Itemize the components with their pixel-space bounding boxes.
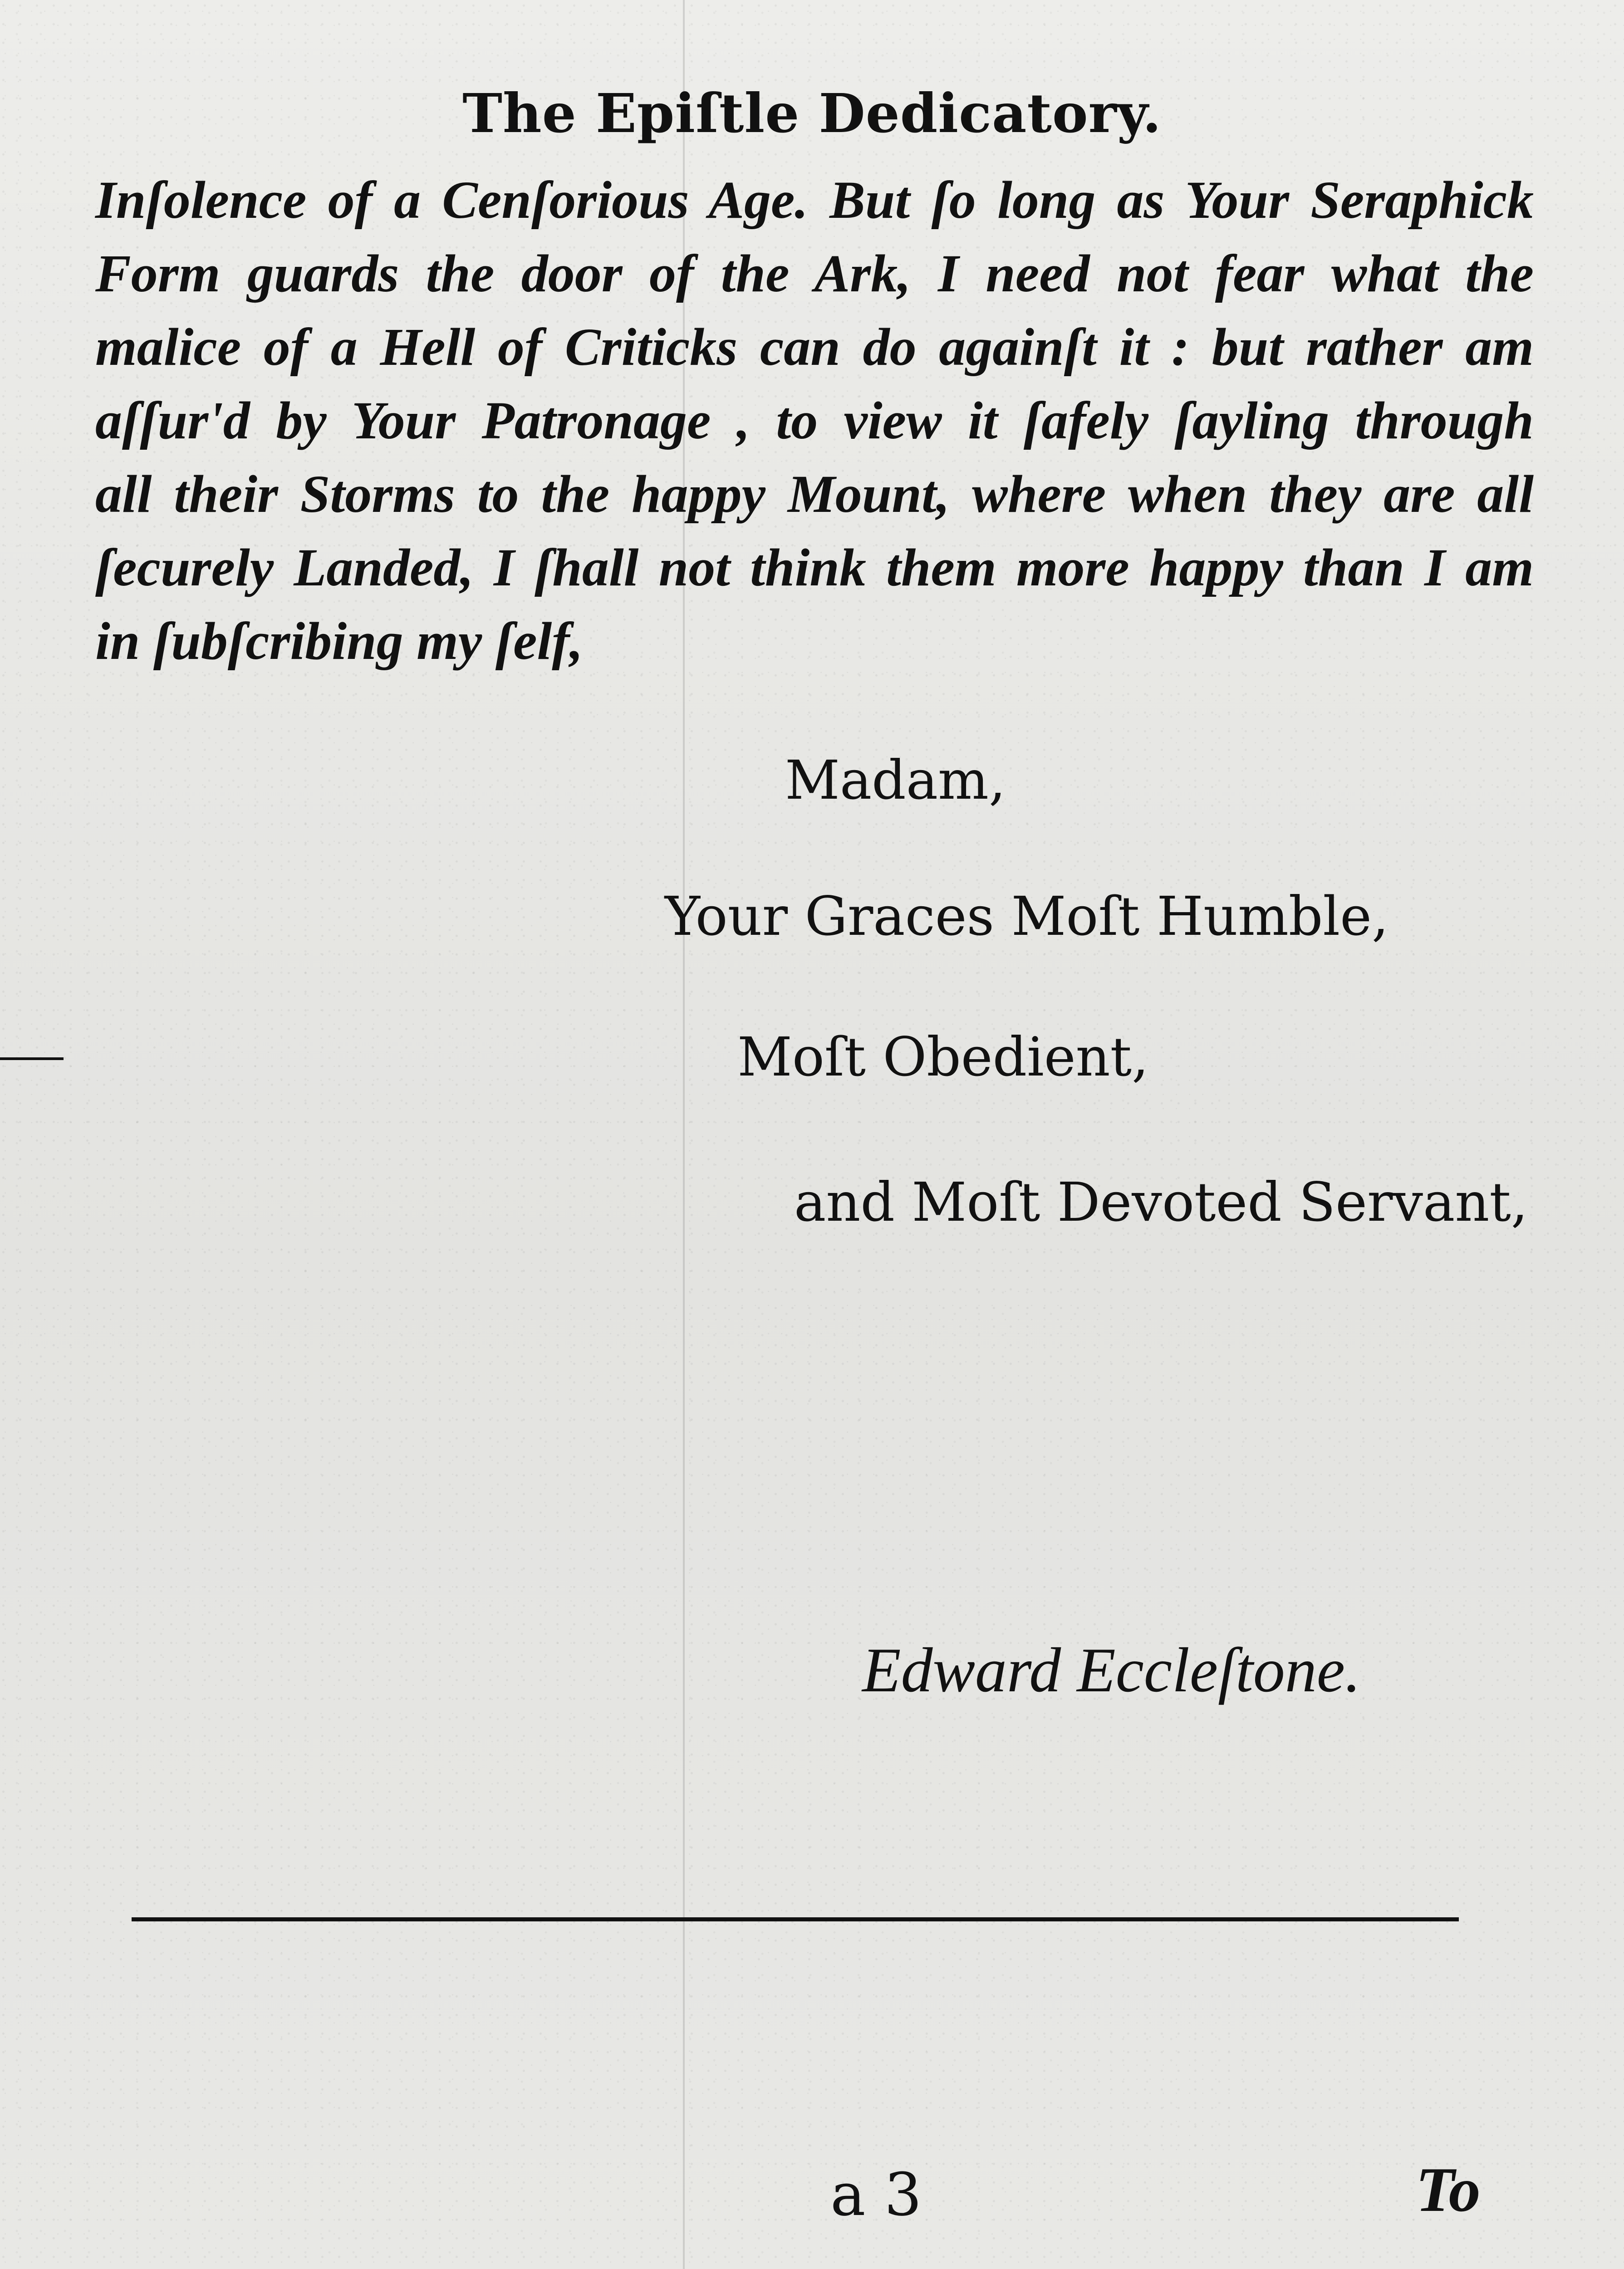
horizontal-rule [132, 1917, 1459, 1921]
body-line: Form guards the door of the Ark, I need not fear what the [95, 244, 1534, 303]
printer-signature-mark: a 3 [830, 2160, 922, 2229]
closing-line-1: Your Graces Moſt Humble, [665, 885, 1389, 948]
running-header: The Epiſtle Dedicatory. [462, 82, 1162, 145]
closing-line-3: and Moſt Devoted Servant, [794, 1171, 1528, 1233]
closing-line-2: Moſt Obedient, [737, 1026, 1149, 1088]
body-line: Inſolence of a Cenſorious Age. But ſo long as Your Seraphick [95, 170, 1534, 230]
closing-salutation: Madam, [785, 749, 1006, 811]
author-signature: Edward Eccleſtone. [862, 1635, 1361, 1705]
catchword: To [1416, 2155, 1481, 2225]
body-paragraph [95, 163, 1534, 678]
body-line: all their Storms to the happy Mount, where when they are all [95, 464, 1534, 524]
body-line: malice of a Hell of Criticks can do againſt it : but rather am [95, 317, 1534, 377]
body-line: ſecurely Landed, I ſhall not think them more happy than I am [95, 538, 1534, 597]
body-line: in ſubſcribing my ſelf, [95, 611, 584, 671]
margin-mark [0, 1057, 64, 1060]
body-line: aſſur'd by Your Patronage , to view it ſafely ſayling through [95, 391, 1534, 450]
